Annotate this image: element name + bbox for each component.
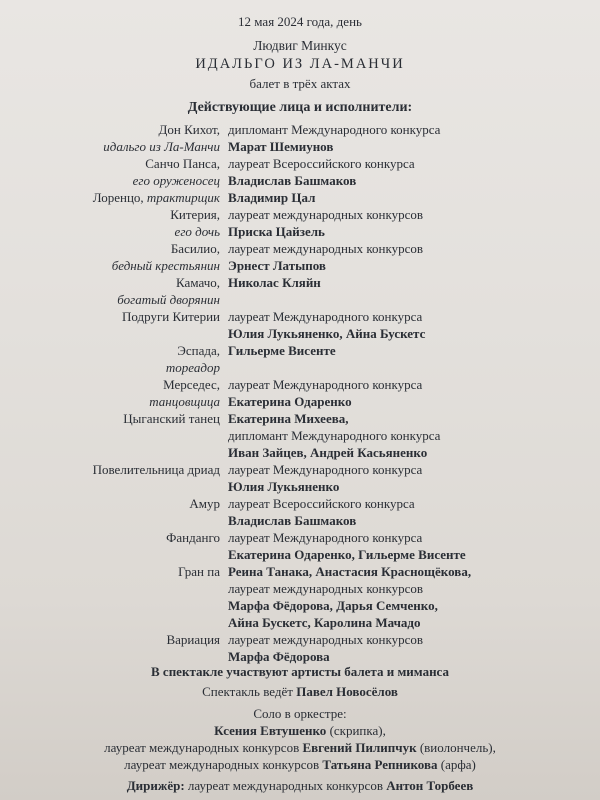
performer-don-quixote: Марат Шемиунов (228, 139, 334, 154)
soloist-1-instrument: (скрипка), (329, 723, 386, 738)
performer-gran-pa-2: Марфа Фёдорова, Дарья Семченко, (228, 598, 438, 613)
cast-header: Действующие лица и исполнители: (187, 100, 413, 115)
role-fandango: Фанданго (166, 530, 220, 545)
artists-note: В спектакле участвуют артисты балета и миманса (151, 664, 449, 679)
credential-fandango: лауреат Международного конкурса (228, 530, 423, 545)
credential-friends: лауреат Международного конкурса (228, 309, 423, 324)
performer-basilio: Эрнест Латыпов (228, 258, 326, 273)
role-gran-pa: Гран па (178, 564, 220, 579)
role-dryads: Повелительница дриад (92, 462, 220, 477)
stage-manager-name: Павел Новосёлов (296, 684, 398, 699)
role-desc-don-quixote: идальго из Ла-Манчи (103, 139, 220, 154)
performer-friends: Юлия Лукьяненко, Айна Бускетс (228, 326, 426, 341)
credential-gran-pa: лауреат международных конкурсов (228, 581, 424, 596)
role-lorenzo: Лоренцо, (92, 190, 144, 205)
performer-kiteria: Приска Цайзель (228, 224, 325, 239)
performer-amur: Владислав Башмаков (228, 513, 357, 528)
role-variation: Вариация (166, 632, 220, 647)
solo-line-3 (0, 757, 600, 773)
soloist-2-instrument: (виолончель), (419, 740, 496, 755)
performer-fandango: Екатерина Одаренко, Гильерме Висенте (228, 547, 466, 562)
role-desc-kiteria: его дочь (174, 224, 220, 239)
role-sancho: Санчо Панса, (145, 156, 220, 171)
performer-gypsy-1: Екатерина Михеева, (228, 411, 349, 426)
role-amur: Амур (189, 496, 220, 511)
role-desc-lorenzo: трактирщик (146, 190, 220, 205)
role-kamacho: Камачо, (176, 275, 220, 290)
performer-gypsy-2: Иван Зайцев, Андрей Касьяненко (228, 445, 428, 460)
role-desc-sancho: его оруженосец (132, 173, 220, 188)
stage-manager-label: Спектакль ведёт (202, 684, 293, 699)
soloist-3-credential: лауреат международных конкурсов (124, 757, 320, 772)
role-desc-basilio: бедный крестьянин (111, 258, 220, 273)
credential-sancho: лауреат Всероссийского конкурса (228, 156, 415, 171)
conductor-label: Дирижёр: (126, 778, 185, 793)
conductor-line (0, 778, 600, 794)
performance-date: 12 мая 2024 года, день (238, 14, 362, 29)
role-kiteria: Китерия, (170, 207, 220, 222)
role-desc-mercedes: танцовщица (149, 394, 220, 409)
credential-variation: лауреат международных конкурсов (228, 632, 424, 647)
solo-line-2 (0, 740, 600, 756)
credential-basilio: лауреат международных конкурсов (228, 241, 424, 256)
stage-manager-line (0, 684, 600, 700)
soloist-2-credential: лауреат международных конкурсов (104, 740, 300, 755)
role-gypsy-dance: Цыганский танец (123, 411, 220, 426)
soloist-1-name: Ксения Евтушенко (214, 723, 327, 738)
solo-header: Соло в оркестре: (253, 706, 347, 721)
credential-amur: лауреат Всероссийского конкурса (228, 496, 415, 511)
performer-gran-pa-3: Айна Бускетс, Каролина Мачадо (228, 615, 421, 630)
performer-variation: Марфа Фёдорова (228, 649, 330, 664)
soloist-3-instrument: (арфа) (440, 757, 476, 772)
role-desc-espada: тореадор (165, 360, 220, 375)
performer-mercedes: Екатерина Одаренко (228, 394, 352, 409)
credential-kiteria: лауреат международных конкурсов (228, 207, 424, 222)
role-desc-kamacho: богатый дворянин (117, 292, 220, 307)
solo-line-1 (0, 723, 600, 739)
conductor-name: Антон Торбеев (386, 778, 474, 793)
role-espada: Эспада, (177, 343, 220, 358)
role-don-quixote: Дон Кихот, (158, 122, 220, 137)
performer-lorenzo: Владимир Цал (228, 190, 316, 205)
composer-name: Людвиг Минкус (253, 38, 347, 53)
performer-kamacho: Николас Кляйн (228, 275, 321, 290)
ballet-title: ИДАЛЬГО ИЗ ЛА-МАНЧИ (195, 56, 405, 72)
performer-sancho: Владислав Башмаков (228, 173, 357, 188)
soloist-2-name: Евгений Пилипчук (302, 740, 417, 755)
conductor-credential: лауреат международных конкурсов (187, 778, 383, 793)
role-basilio: Басилио, (170, 241, 220, 256)
credential-gypsy: дипломант Международного конкурса (228, 428, 441, 443)
credential-don-quixote: дипломант Международного конкурса (228, 122, 441, 137)
role-friends: Подруги Китерии (122, 309, 220, 324)
performer-gran-pa-1: Реина Танака, Анастасия Краснощёкова, (228, 564, 472, 579)
performer-espada: Гильерме Висенте (228, 343, 336, 358)
credential-mercedes: лауреат Международного конкурса (228, 377, 423, 392)
performer-dryads: Юлия Лукьяненко (228, 479, 340, 494)
soloist-3-name: Татьяна Репникова (322, 757, 438, 772)
role-mercedes: Мерседес, (163, 377, 220, 392)
credential-dryads: лауреат Международного конкурса (228, 462, 423, 477)
ballet-subtitle: балет в трёх актах (249, 76, 351, 91)
